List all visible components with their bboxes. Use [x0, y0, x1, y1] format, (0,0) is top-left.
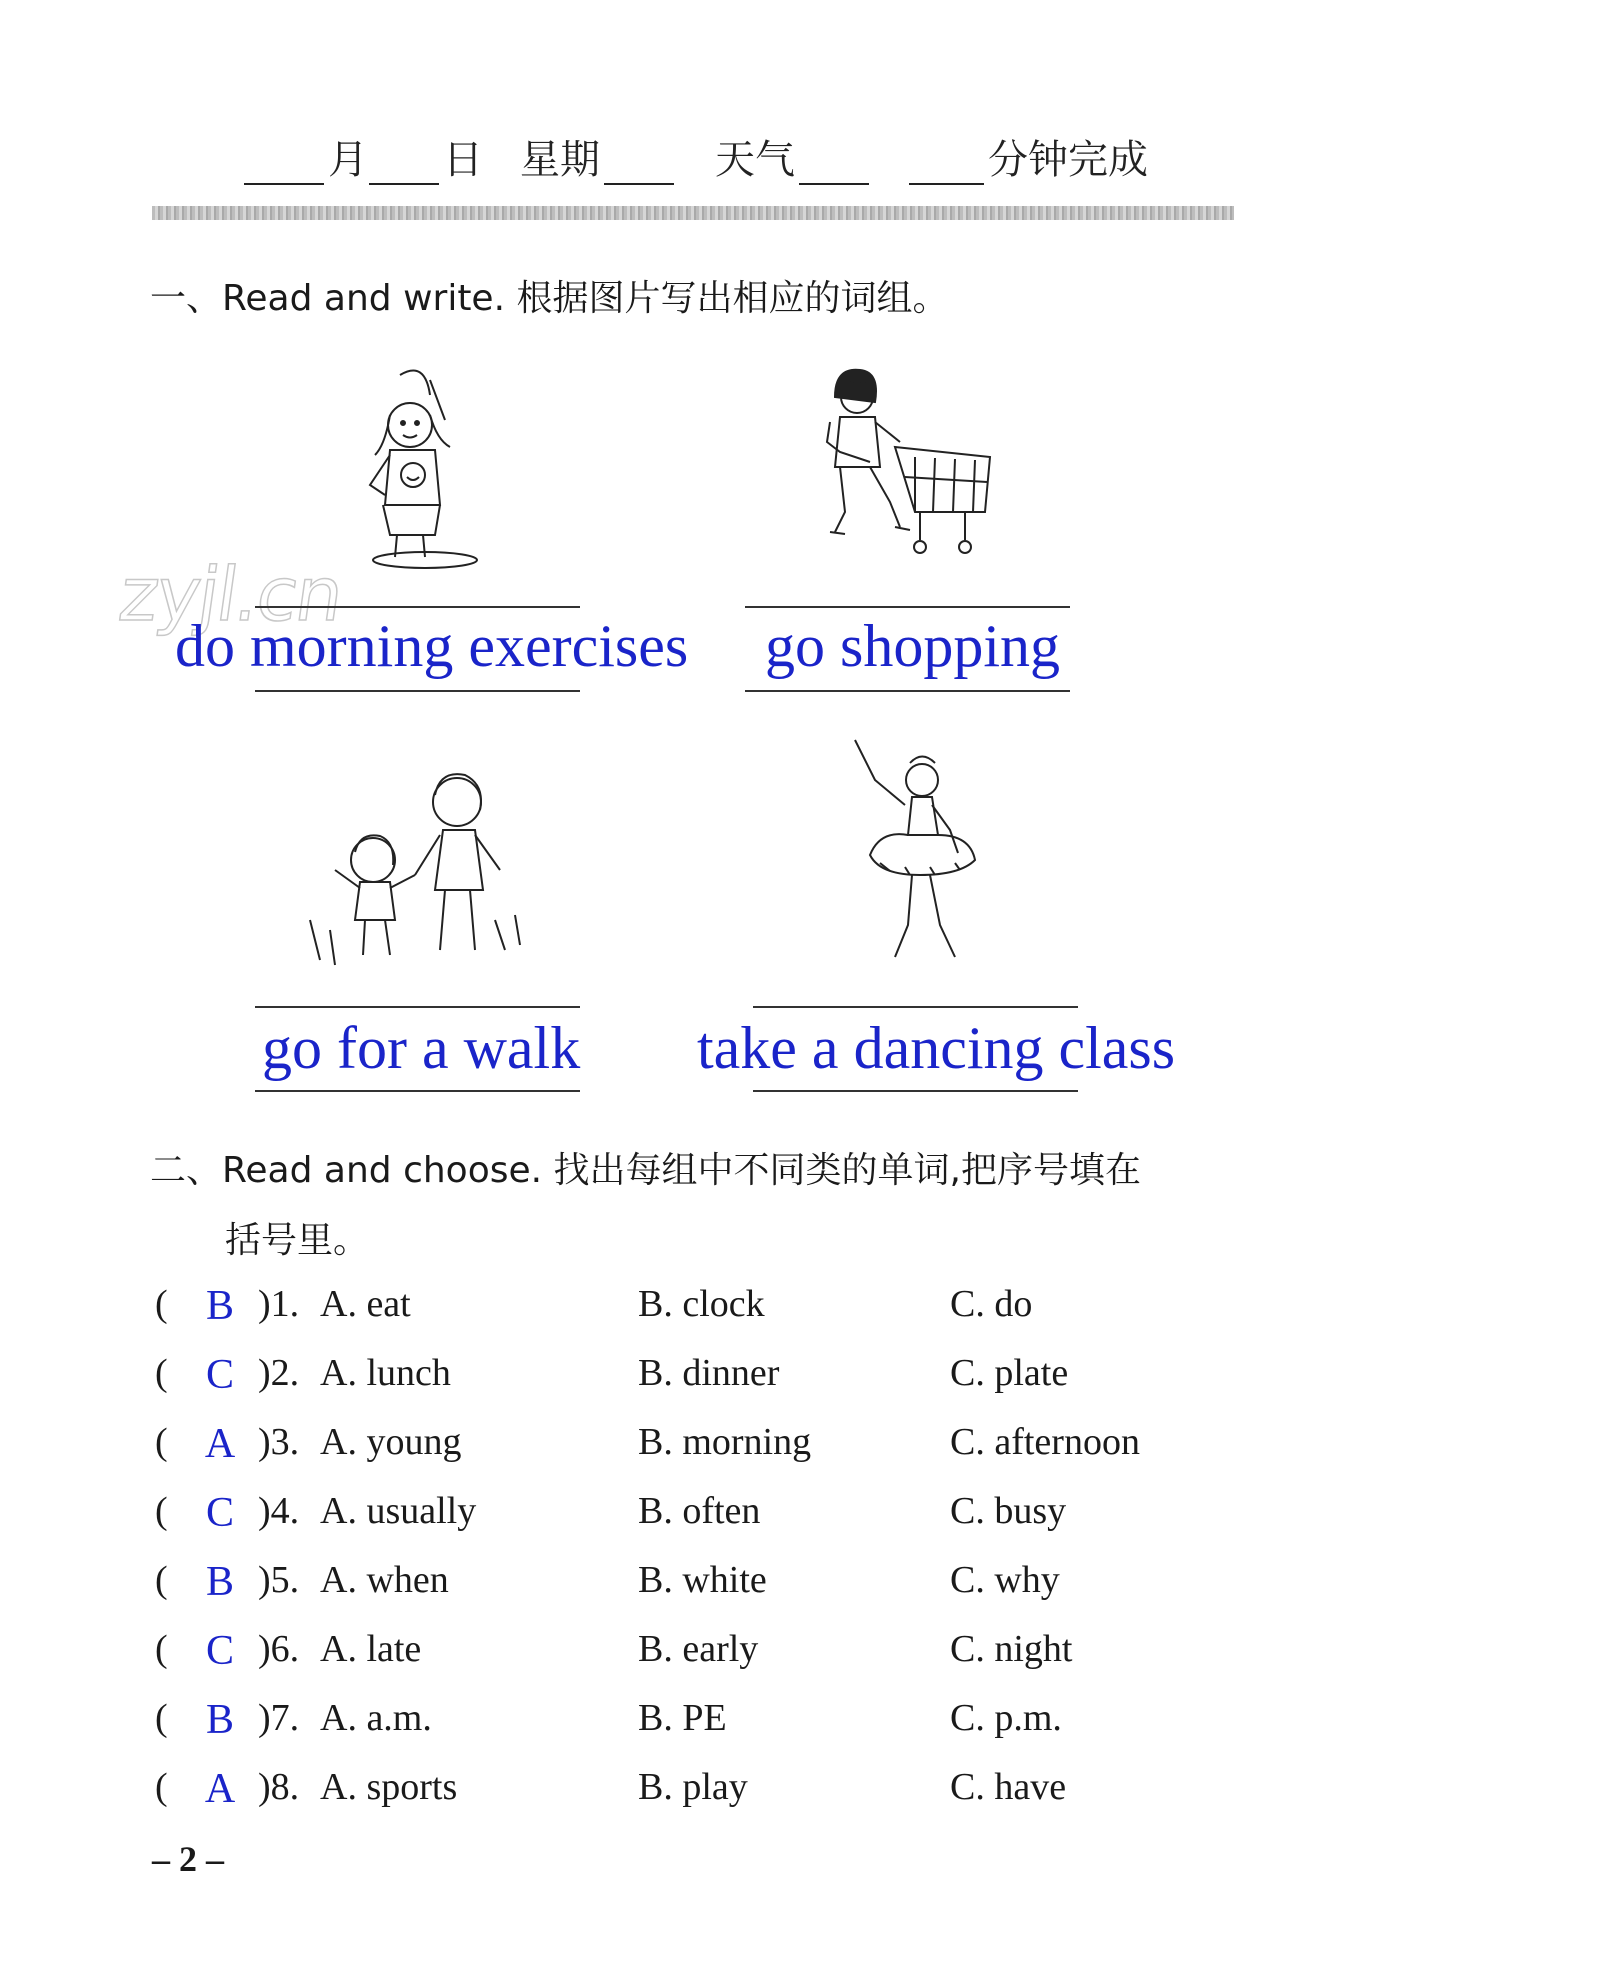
answer-2[interactable]: go shopping	[765, 613, 1061, 679]
answer-line-bottom	[745, 690, 1070, 692]
option-b: B. play	[638, 1766, 748, 1808]
answer-1[interactable]: do morning exercises	[175, 613, 689, 679]
weekday-blank[interactable]	[604, 143, 674, 185]
option-a: A. young	[320, 1421, 462, 1463]
answer-letter[interactable]: B	[205, 1697, 234, 1743]
answer-line-top	[255, 606, 580, 608]
choice-row: ( B ) 1. A. eat B. clock C. do	[155, 1283, 1033, 1329]
option-a: A. sports	[320, 1766, 458, 1808]
option-a: A. late	[320, 1628, 422, 1670]
choice-row: ( B ) 5. A. when B. white C. why	[155, 1559, 1060, 1605]
weather-label: 天气	[715, 137, 795, 183]
girl-exercising-icon	[355, 365, 495, 570]
day-label: 日	[443, 137, 483, 183]
choice-row: ( A ) 3. A. young B. morning C. afternoon	[155, 1421, 1140, 1467]
option-c: C. plate	[950, 1352, 1069, 1394]
answer-letter[interactable]: C	[205, 1352, 234, 1398]
minutes-blank[interactable]	[909, 143, 984, 185]
month-label: 月	[328, 137, 368, 183]
answer-letter[interactable]: B	[205, 1559, 234, 1605]
option-b: B. clock	[638, 1283, 765, 1325]
option-b: B. morning	[638, 1421, 812, 1463]
option-a: A. lunch	[320, 1352, 451, 1394]
answer-letter[interactable]: A	[204, 1421, 236, 1467]
option-a: A. a.m.	[320, 1697, 432, 1739]
option-a: A. when	[320, 1559, 449, 1601]
option-a: A. usually	[320, 1490, 477, 1532]
section2-title-continued: 括号里。	[225, 1220, 370, 1261]
day-blank[interactable]	[369, 143, 439, 185]
option-b: B. dinner	[638, 1352, 780, 1394]
option-b: B. white	[638, 1559, 767, 1601]
answer-letter[interactable]: A	[204, 1766, 236, 1812]
answer-line-top	[753, 1006, 1078, 1008]
weather-blank[interactable]	[799, 143, 869, 185]
option-a: A. eat	[320, 1283, 411, 1325]
children-walking-icon	[305, 770, 535, 970]
answer-line-bottom	[255, 690, 580, 692]
choice-row: ( A ) 8. A. sports B. play C. have	[155, 1766, 1067, 1812]
answer-letter[interactable]: B	[205, 1283, 234, 1329]
watermark: zyjl.cn	[113, 552, 347, 638]
header-divider	[152, 206, 1234, 220]
answer-line-bottom	[753, 1090, 1078, 1092]
option-c: C. have	[950, 1766, 1067, 1808]
month-blank[interactable]	[244, 143, 324, 185]
answer-4[interactable]: take a dancing class	[697, 1015, 1176, 1081]
section1-title: 一、Read and write. 根据图片写出相应的词组。	[150, 278, 949, 319]
answer-line-top	[255, 1006, 580, 1008]
answer-line-top	[745, 606, 1070, 608]
weekday-label: 星期	[520, 137, 600, 183]
minutes-label: 分钟完成	[988, 137, 1148, 183]
choice-row: ( C ) 2. A. lunch B. dinner C. plate	[155, 1352, 1069, 1398]
answer-line-bottom	[255, 1090, 580, 1092]
answer-3[interactable]: go for a walk	[262, 1015, 581, 1081]
option-b: B. PE	[638, 1697, 727, 1739]
choice-row: ( B ) 7. A. a.m. B. PE C. p.m.	[155, 1697, 1062, 1743]
girl-shopping-cart-icon	[815, 362, 1010, 562]
option-c: C. night	[950, 1628, 1073, 1670]
choice-row: ( C ) 6. A. late B. early C. night	[155, 1628, 1073, 1674]
header-row	[240, 128, 1148, 188]
ballerina-icon	[850, 735, 990, 965]
choice-row: ( C ) 4. A. usually B. often C. busy	[155, 1490, 1067, 1536]
option-c: C. busy	[950, 1490, 1067, 1532]
page-number: – 2 –	[152, 1839, 224, 1879]
option-b: B. early	[638, 1628, 759, 1670]
option-c: C. afternoon	[950, 1421, 1140, 1463]
option-c: C. p.m.	[950, 1697, 1062, 1739]
option-b: B. often	[638, 1490, 761, 1532]
answer-letter[interactable]: C	[205, 1490, 234, 1536]
option-c: C. do	[950, 1283, 1033, 1325]
section2-title: 二、Read and choose. 找出每组中不同类的单词,把序号填在	[150, 1150, 1141, 1191]
answer-letter[interactable]: C	[205, 1628, 234, 1674]
option-c: C. why	[950, 1559, 1060, 1601]
